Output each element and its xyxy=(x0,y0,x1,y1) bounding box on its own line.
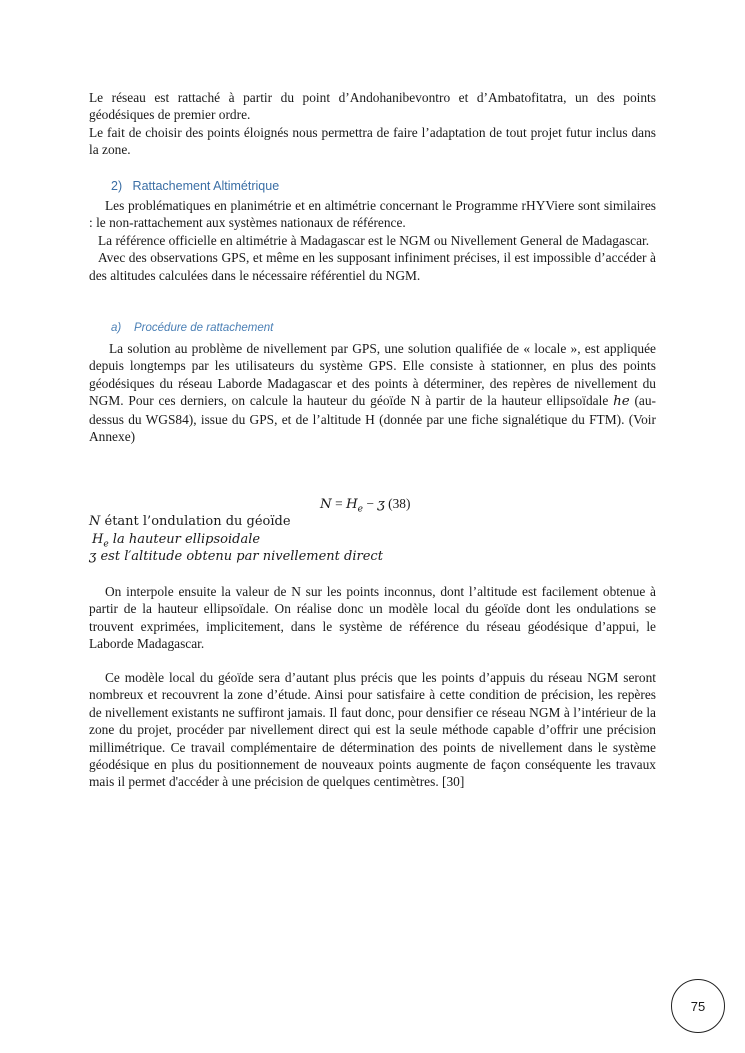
altimetry-block xyxy=(89,197,656,284)
paragraph-local-geoid-model: Ce modèle local du géoïde sera d’autant plus précis que les points d’appuis du réseau NGM seront nombreux et recouvrent la zone d’étude. Ainsi pour satisfaire à cette condition de précision, les repères de nivellement existants ne suffiront jamais. Il faut donc, pour densifier ce réseau NGM à l’intérieur de la zone du projet, procéder par nivellement direct qui est la seule méthode capable d’offrir une précision millimétrique. Ce travail complémentaire de détermination des points de nivellement dans le système géodésique en plus du positionnement de nouveaux points augmente de façon conséquente les travaux mais il permet d'accéder à une précision de quelques centimètres. [30] xyxy=(89,670,656,790)
heading-text: Procédure de rattachement xyxy=(134,322,274,334)
definition-z: ʒ est l′altitude obtenu par nivellement direct xyxy=(89,549,383,564)
definition-he: $H_e$ la hauteur ellipsoidale xyxy=(92,532,261,550)
procedure-block xyxy=(89,340,656,445)
paragraph-interpolation: On interpole ensuite la valeur de N sur les points inconnus, dont l’altitude est facilement obtenue à partir de la hauteur ellipsoïdale. On réalise donc un modèle local du géoïde dont les ondulations se trouvent exprimées, implicitement, dans le système de référence du réseau géodésique d’appui, le Laborde Madagascar. xyxy=(89,584,656,652)
paragraph-problematics: Les problématiques en planimétrie et en altimétrie concernant le Programme rHYViere sont similaires : le non-rattachement aux systèmes nationaux de référence. xyxy=(89,198,656,231)
paragraph-gps-leveling-solution: La solution au problème de nivellement par GPS, une solution qualifiée de « locale », est appliquée depuis longtemps par les utilisateurs du système GPS. Elle consiste à stationner, en plus des points géodésiques du réseau Laborde Madagascar et des points à déterminer, des repères de nivellement du NGM. Pour ces derniers, on calcule la hauteur du géoïde N à partir de la hauteur ellipsoïdale he (au-dessus du WGS84), issue du GPS, et de l’altitude H (donnée par une fiche signalétique du FTM). (Voir Annexe) xyxy=(89,341,656,445)
local-model-block xyxy=(89,669,656,791)
section-heading-altimetric xyxy=(111,179,279,193)
paragraph-gps-observations: Avec des observations GPS, et même en les supposant infiniment précises, il est impossible d’accéder à des altitudes calculées dans le nécessaire référentiel du NGM. xyxy=(89,250,656,283)
definition-n: N étant l’ondulation du géoïde xyxy=(89,514,291,529)
paragraph-network-attachment: Le réseau est rattaché à partir du point d’Andohanibevontro et d’Ambatofitatra, un des points géodésiques de premier ordre. xyxy=(89,90,656,123)
interpolation-block xyxy=(89,583,656,653)
equation-38: $N = H_e$ − ʒ (38) xyxy=(320,496,411,515)
he-symbol: he xyxy=(613,394,630,410)
equation-number: (38) xyxy=(384,496,411,511)
subsection-heading-procedure xyxy=(111,322,273,334)
heading-number: a) xyxy=(111,322,122,334)
intro-block xyxy=(89,89,656,159)
paragraph-distant-points: Le fait de choisir des points éloignés nous permettra de faire l’adaptation de tout projet futur inclus dans la zone. xyxy=(89,124,656,158)
heading-number: 2) xyxy=(111,179,123,193)
heading-text: Rattachement Altimétrique xyxy=(132,179,280,193)
paragraph-official-reference: La référence officielle en altimétrie à Madagascar est le NGM ou Nivellement General de Madagascar. xyxy=(98,232,650,248)
page-number: 75 xyxy=(671,979,725,1033)
